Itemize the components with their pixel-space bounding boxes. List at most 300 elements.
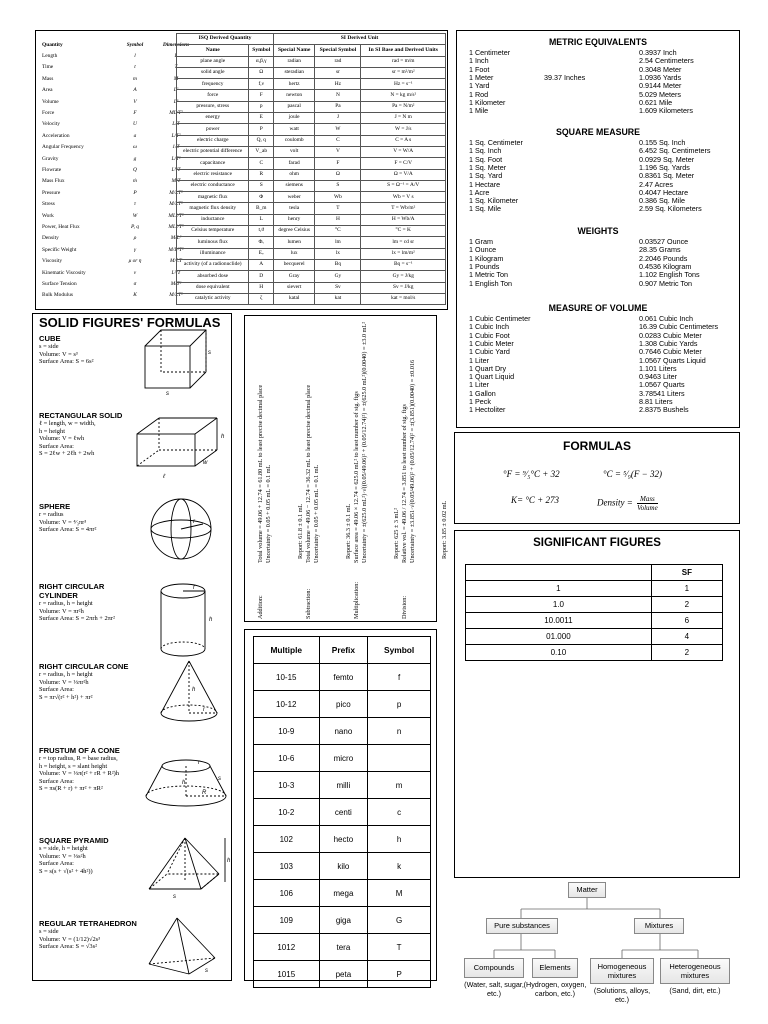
sigfig-row xyxy=(466,581,723,597)
quantity-cell: M/LT² xyxy=(169,292,183,299)
quantity-cell: L³/T xyxy=(171,166,181,173)
prefix-cell: 10-6 xyxy=(254,745,320,772)
prefix-row xyxy=(254,853,431,880)
metric-cell: 1 Sq. Yard xyxy=(469,171,503,181)
metric-cell: 1 Sq. Centimeter xyxy=(469,138,523,147)
prefix-cell: centi xyxy=(319,799,368,826)
sigfig-title: SIGNIFICANT FIGURES xyxy=(533,537,661,549)
isq-cell: radian xyxy=(274,56,315,67)
metric-cell: 16.39 Cubic Centimeters xyxy=(639,322,719,332)
measurement-body xyxy=(353,319,369,619)
solid-figure-formula: r = radius, h = height xyxy=(39,600,93,607)
solid-figures-title: SOLID FIGURES' FORMULAS xyxy=(39,315,221,330)
prefix-cell: m xyxy=(368,772,431,799)
solid-figure-name: RIGHT CIRCULAR CYLINDER xyxy=(39,582,105,600)
prefix-row xyxy=(254,880,431,907)
solid-figure-formula: Surface Area: S = √3s² xyxy=(39,943,98,950)
solid-figure-formula: Volume: V = ⁴⁄₃πr³ xyxy=(39,518,87,526)
fahrenheit-formula: °F = ⁹⁄₅°C + 32 xyxy=(503,469,560,479)
measurement-operation: Subtraction: xyxy=(305,588,312,619)
metric-cell: 2.47 Acres xyxy=(639,179,673,189)
metric-cell: 1 Meter xyxy=(469,72,494,82)
prefix-cell: kilo xyxy=(319,853,368,880)
prefix-row xyxy=(254,826,431,853)
metric-equivalents-panel xyxy=(456,30,740,428)
metric-cell: 2.59 Sq. Kilometers xyxy=(639,204,702,214)
prefix-cell: T xyxy=(368,934,431,961)
prefix-cell: 1012 xyxy=(254,934,320,961)
quantity-cell: ML²/T² xyxy=(168,212,184,219)
isq-cell: Gray xyxy=(274,271,315,282)
isq-cell: katal xyxy=(274,293,315,304)
isq-cell: E xyxy=(249,113,274,124)
measurement-line: Relative vol. = 49.06 / 12.74 = 3.851 to least number of sig. figs xyxy=(401,404,408,563)
svg-text:r: r xyxy=(203,707,205,713)
metric-cell: 0.0929 Sq. Meter xyxy=(639,154,695,164)
pyramid-drawing xyxy=(141,834,231,904)
density-formula xyxy=(597,495,658,512)
metric-cell: 1.102 English Tons xyxy=(639,270,700,280)
quantity-cell: M/LT² xyxy=(169,189,183,196)
metric-cell: 1 Acre xyxy=(469,187,490,197)
metric-cell: 1.101 Liters xyxy=(639,363,677,373)
solid-figure-name: CUBE xyxy=(39,334,61,343)
measurement-line: Uncertainty = 0.05 + 0.05 mL = 0.1 mL xyxy=(313,464,320,563)
measurement-line: Total volume = 49.06 + 12.74 = 61.80 mL to least precise decimal place xyxy=(257,384,264,563)
isq-cell: P xyxy=(249,124,274,135)
isq-cell: Wb = V s xyxy=(361,192,446,203)
metric-cell: 1 Foot xyxy=(469,64,490,74)
metric-cell: 1 Pounds xyxy=(469,261,500,271)
prefix-row xyxy=(254,934,431,961)
metric-cell: 0.386 Sq. Mile xyxy=(639,196,685,206)
solid-figure-name: RECTANGULAR SOLID xyxy=(39,411,123,420)
quantity-cell: Angular Frequency xyxy=(42,144,84,151)
isq-row xyxy=(177,158,446,169)
isq-cell: farad xyxy=(274,158,315,169)
metric-prefix-table xyxy=(253,636,431,988)
isq-cell: illuminance xyxy=(177,248,249,259)
isq-cell: inductance xyxy=(177,214,249,225)
prefix-cell: micro xyxy=(319,745,368,772)
metric-cell: 0.9463 Liter xyxy=(639,372,677,382)
solid-figure-formula: Volume: V = (1/12)√2s³ xyxy=(39,935,101,943)
isq-cell: F xyxy=(249,90,274,101)
metric-cell: 1 Sq. Foot xyxy=(469,154,503,164)
svg-text:r: r xyxy=(198,760,200,766)
quantity-header-cell: Quantity xyxy=(42,41,63,48)
svg-text:h: h xyxy=(227,858,231,864)
quantity-cell: g xyxy=(133,155,137,162)
solid-figure-formula: S = s(s + √(s² + 4h²)) xyxy=(39,867,93,875)
metric-cell: 0.3937 Inch xyxy=(639,48,677,57)
metric-cell: 1 Hectare xyxy=(469,179,501,189)
isq-cell: Bq = s⁻¹ xyxy=(361,259,446,270)
sigfig-cell: 1 xyxy=(651,581,722,597)
metric-cell: 0.9144 Meter xyxy=(639,81,682,91)
isq-cell: L xyxy=(249,214,274,225)
svg-text:s: s xyxy=(166,391,169,396)
measurement-line: Uncertainty = 0.05 + 0.05 mL = 0.1 mL xyxy=(265,464,272,563)
isq-cell: S xyxy=(315,180,361,191)
metric-cell: 1 Ounce xyxy=(469,245,497,255)
tetrahedron-drawing xyxy=(143,914,223,979)
isq-cell: °C = K xyxy=(361,226,446,237)
isq-row xyxy=(177,271,446,282)
prefix-cell: M xyxy=(368,880,431,907)
prefix-cell: P xyxy=(368,961,431,988)
isq-header-cell: Name xyxy=(177,45,249,56)
isq-row xyxy=(177,79,446,90)
isq-cell: watt xyxy=(274,124,315,135)
metric-cell: 6.452 Sq. Centimeters xyxy=(639,146,711,156)
isq-cell: lumen xyxy=(274,237,315,248)
metric-cell: 1 Gallon xyxy=(469,388,496,398)
sigfig-cell: 0.10 xyxy=(466,645,652,661)
prefix-cell: f xyxy=(368,664,431,691)
quantity-cell: A xyxy=(133,87,137,94)
quantity-cell: ν xyxy=(133,269,137,276)
metric-cell: 1 Quart Liquid xyxy=(469,372,515,382)
quantity-cell: Work xyxy=(42,212,54,219)
isq-cell: Ω = V/A xyxy=(361,169,446,180)
quantity-cell: M/LT² xyxy=(169,201,183,208)
svg-text:r: r xyxy=(193,585,195,591)
prefix-cell xyxy=(368,745,431,772)
isq-group-header: ISQ Derived Quantity xyxy=(177,34,274,45)
metric-cell: 1 Gram xyxy=(469,237,493,246)
prefix-cell: p xyxy=(368,691,431,718)
isq-cell: f,ν xyxy=(249,79,274,90)
matter-classification-diagram xyxy=(458,880,743,1020)
quantity-cell: L xyxy=(174,53,178,60)
svg-text:w: w xyxy=(203,460,208,466)
prefix-cell: 10-15 xyxy=(254,664,320,691)
metric-cell: 0.4047 Hectare xyxy=(639,187,689,197)
isq-cell: tesla xyxy=(274,203,315,214)
prefix-cell: tera xyxy=(319,934,368,961)
isq-cell: force xyxy=(177,90,249,101)
quantity-cell: M/T² xyxy=(170,280,182,287)
metric-cell: 1 Sq. Mile xyxy=(469,204,501,214)
metric-cell: 1 Cubic Foot xyxy=(469,330,510,340)
quantity-cell: μ or η xyxy=(128,258,142,265)
isq-cell: steradian xyxy=(274,67,315,78)
solid-figure-name: SQUARE PYRAMID xyxy=(39,836,109,845)
measurement-line: Uncertainty = ±(625.0 mL²)·√((0.05/49.06)² + (0.05/12.74)²) = ±(625.0 mL²)(0.0040) = ±3.0 mL² xyxy=(361,321,368,563)
isq-cell: H xyxy=(315,214,361,225)
prefix-cell: h xyxy=(368,826,431,853)
elements-examples: (Hydrogen, oxygen, carbon, etc.) xyxy=(523,980,587,998)
solid-figures-panel xyxy=(32,313,232,981)
isq-cell: electric potential difference xyxy=(177,146,249,157)
solid-figure-formula: r = top radius, R = base radius, xyxy=(39,755,118,762)
metric-cell: 0.7646 Cubic Meter xyxy=(639,347,702,357)
isq-cell: Bq xyxy=(315,259,361,270)
isq-cell: activity (of a radionuclide) xyxy=(177,259,249,270)
isq-cell: S xyxy=(249,180,274,191)
solid-figure-formula: h = height, s = slant height xyxy=(39,762,108,770)
prefix-cell: 10-2 xyxy=(254,799,320,826)
measurement-body xyxy=(257,319,273,619)
quantity-cell: P, q xyxy=(131,223,139,230)
isq-cell: lx = lm/m² xyxy=(361,248,446,259)
metric-cell: 2.2046 Pounds xyxy=(639,253,688,263)
measurement-report: Report: 625 ± 3 mL² xyxy=(393,508,400,559)
quantity-cell: Mass Flux xyxy=(42,178,65,185)
isq-cell: °C xyxy=(315,226,361,237)
isq-cell: lux xyxy=(274,248,315,259)
measurement-section xyxy=(345,319,369,619)
quantity-cell: L² xyxy=(173,87,179,94)
metric-cell: 28.35 Grams xyxy=(639,245,681,255)
quantity-cell: Specific Weight xyxy=(42,246,77,253)
quantity-cell: M/LT xyxy=(170,258,182,265)
solid-figure-formula: Surface Area: S = 2πrh + 2πr² xyxy=(39,615,115,622)
solid-figure-formula: Volume: V = πr²h xyxy=(39,607,84,615)
sphere-drawing xyxy=(143,494,223,564)
isq-cell: rad = m/m xyxy=(361,56,446,67)
isq-row xyxy=(177,259,446,270)
prefix-cell: 106 xyxy=(254,880,320,907)
quantity-cell: Time xyxy=(42,64,54,71)
quantity-cell: L/T xyxy=(172,121,180,128)
quantity-cell: Bulk Modulus xyxy=(42,292,74,299)
isq-cell: Q, q xyxy=(249,135,274,146)
metric-cell: 1.308 Cubic Yards xyxy=(639,338,698,348)
isq-cell: lx xyxy=(315,248,361,259)
sigfig-row xyxy=(466,597,723,613)
isq-cell: henry xyxy=(274,214,315,225)
isq-cell: energy xyxy=(177,113,249,124)
metric-cell: 0.03527 Ounce xyxy=(639,237,689,246)
isq-cell: Φᵥ xyxy=(249,237,274,248)
solid-figure-formula: Surface Area: S = 4πr² xyxy=(39,526,97,533)
metric-cell: 1 Metric Ton xyxy=(469,270,509,280)
isq-cell: newton xyxy=(274,90,315,101)
isq-header-cell: In SI Base and Derived Units xyxy=(361,45,446,56)
isq-row xyxy=(177,282,446,293)
density-lhs: Density = xyxy=(597,497,633,508)
isq-cell: electric conductance xyxy=(177,180,249,191)
isq-row xyxy=(177,180,446,191)
svg-text:s: s xyxy=(205,968,208,974)
svg-text:ℓ: ℓ xyxy=(163,474,165,480)
prefix-cell: G xyxy=(368,907,431,934)
quantity-cell: ω xyxy=(133,144,137,151)
isq-cell: C = A s xyxy=(361,135,446,146)
isq-cell: electric charge xyxy=(177,135,249,146)
quantity-cell: Volume xyxy=(42,98,59,105)
svg-text:h: h xyxy=(192,687,196,693)
solid-figure-formula: Volume: V = s³ xyxy=(39,350,78,358)
isq-cell: degree Celsius xyxy=(274,226,315,237)
isq-cell: J xyxy=(315,113,361,124)
quantity-cell: Area xyxy=(42,87,53,94)
solid-figure-formula: Surface Area: S = 6s² xyxy=(39,358,94,365)
solid-figure-formula: r = radius, h = height xyxy=(39,671,93,678)
solid-figure-name: REGULAR TETRAHEDRON xyxy=(39,919,137,928)
prefix-row xyxy=(254,718,431,745)
isq-cell: magnetic flux density xyxy=(177,203,249,214)
metric-cell: 3.78541 Liters xyxy=(639,388,685,398)
metric-cell: 0.061 Cubic Inch xyxy=(639,314,693,323)
celsius-formula: °C = ⁵⁄₉(F − 32) xyxy=(603,469,663,479)
quantity-cell: ML²/T³ xyxy=(168,223,184,230)
metric-section-title: WEIGHTS xyxy=(577,226,619,236)
homogeneous-node: Homogeneous mixtures xyxy=(590,958,654,984)
isq-cell: absorbed dose xyxy=(177,271,249,282)
measurement-lines xyxy=(401,360,417,563)
isq-cell: H = Wb/A xyxy=(361,214,446,225)
prefix-cell: mega xyxy=(319,880,368,907)
isq-cell: Pa xyxy=(315,101,361,112)
metric-cell: 1 Hectoliter xyxy=(469,405,506,415)
isq-row xyxy=(177,113,446,124)
isq-cell: N = kg m/s² xyxy=(361,90,446,101)
isq-cell: magnetic flux xyxy=(177,192,249,203)
isq-cell: α,β,γ xyxy=(249,56,274,67)
isq-cell: Eᵥ xyxy=(249,248,274,259)
solid-figure-formula: Surface Area: xyxy=(39,686,74,693)
solid-figure-name: RIGHT CIRCULAR CONE xyxy=(39,662,129,671)
metric-section-title: METRIC EQUIVALENTS xyxy=(548,37,648,47)
measurement-line: Total volume = 49.06 − 12.74 = 36.32 mL to least precise decimal place xyxy=(305,384,312,563)
metric-cell: 1 Cubic Meter xyxy=(469,338,514,348)
units-quantity-panel xyxy=(35,30,448,310)
isq-header-cell: Special Name xyxy=(274,45,315,56)
isq-cell: S = Ω⁻¹ = A/V xyxy=(361,180,446,191)
solid-figure-formula: s = side, h = height xyxy=(39,845,88,852)
metric-cell: 39.37 Inches xyxy=(544,72,586,82)
quantity-cell: Acceleration xyxy=(42,132,70,139)
quantity-cell: a xyxy=(133,132,137,139)
isq-cell: weber xyxy=(274,192,315,203)
isq-cell: C xyxy=(315,135,361,146)
metric-cell: 1.609 Kilometers xyxy=(639,106,693,116)
isq-cell: t,ϑ xyxy=(249,226,274,237)
solid-figure-formula: Volume: V = ⅓π(r² + rR + R²)h xyxy=(39,770,120,777)
isq-row xyxy=(177,67,446,78)
quantity-cell: ML/T² xyxy=(169,110,183,117)
isq-cell: Gy = J/kg xyxy=(361,271,446,282)
density-denominator: Volume xyxy=(637,504,658,512)
pure-substances-node: Pure substances xyxy=(486,918,558,934)
homogeneous-examples: (Solutions, alloys, etc.) xyxy=(593,986,651,1004)
quantity-cell: t xyxy=(134,64,136,71)
measurement-operation: Division: xyxy=(401,595,408,619)
isq-cell: p xyxy=(249,101,274,112)
quantity-cell: M/L³ xyxy=(170,235,182,242)
isq-row xyxy=(177,293,446,304)
metric-cell: 1 Kilometer xyxy=(469,97,506,107)
metric-cell: 1 Sq. Meter xyxy=(469,162,507,172)
prefix-row xyxy=(254,691,431,718)
sigfig-cell: 2 xyxy=(651,597,722,613)
prefix-header-cell: Symbol xyxy=(368,637,431,664)
isq-cell: Φ xyxy=(249,192,274,203)
solid-figure-formula: ℓ = length, w = width, xyxy=(39,420,96,427)
solid-figure-formula: S = πr√(r² + h²) + πr² xyxy=(39,693,93,701)
measurement-final-report: Report: 3.85 ± 0.02 mL xyxy=(441,500,448,559)
svg-text:s: s xyxy=(208,350,211,356)
measurement-body xyxy=(401,319,417,619)
sigfig-header-cell: SF xyxy=(651,565,722,581)
quantity-header-cell: Dimensions xyxy=(162,41,190,48)
prefix-row xyxy=(254,664,431,691)
isq-cell: plane angle xyxy=(177,56,249,67)
quantity-cell: m xyxy=(133,75,137,82)
quantity-cell: Length xyxy=(42,53,58,60)
isq-row xyxy=(177,226,446,237)
solid-figure-formula: Volume: V = ⅓s²h xyxy=(39,852,86,860)
quantity-cell: Stress xyxy=(42,201,55,208)
quantity-cell: Power, Heat Flux xyxy=(42,223,80,230)
isq-cell: sievert xyxy=(274,282,315,293)
sigfig-cell: 4 xyxy=(651,629,722,645)
quantity-cell: Gravity xyxy=(42,155,59,162)
quantity-cell: U xyxy=(133,121,137,128)
sigfig-cell: 10.0011 xyxy=(466,613,652,629)
heterogeneous-node: Heterogeneous mixtures xyxy=(660,958,730,984)
isq-cell: F = C/V xyxy=(361,158,446,169)
measurement-lines xyxy=(305,385,321,563)
quantity-cell: γ xyxy=(133,246,137,253)
isq-row xyxy=(177,90,446,101)
isq-cell: power xyxy=(177,124,249,135)
metric-cell: 1.196 Sq. Yards xyxy=(639,162,690,172)
quantity-cell: ρ xyxy=(133,235,137,242)
measurement-report: Report: 36.3 ± 0.1 mL xyxy=(345,503,352,559)
isq-row xyxy=(177,203,446,214)
isq-cell: catalytic activity xyxy=(177,293,249,304)
isq-cell: becquerel xyxy=(274,259,315,270)
prefix-row xyxy=(254,907,431,934)
metric-cell: 1 Inch xyxy=(469,56,489,66)
isq-cell: H xyxy=(249,282,274,293)
isq-cell: Gy xyxy=(315,271,361,282)
prefix-row xyxy=(254,772,431,799)
isq-cell: coulomb xyxy=(274,135,315,146)
isq-row xyxy=(177,214,446,225)
quantity-cell: τ xyxy=(134,201,136,208)
measurement-lines xyxy=(257,385,273,563)
metric-cell: 1 Cubic Yard xyxy=(469,347,510,357)
isq-cell: T = Wb/m² xyxy=(361,203,446,214)
metric-cell: 1.0936 Yards xyxy=(639,72,682,82)
metric-cell: 1 Sq. Kilometer xyxy=(469,196,519,206)
quantity-cell: L/T² xyxy=(171,155,181,162)
quantity-cell: L/T² xyxy=(171,132,181,139)
prefix-cell: nano xyxy=(319,718,368,745)
matter-node: Matter xyxy=(568,882,606,898)
prefix-header-cell: Multiple xyxy=(254,637,320,664)
isq-cell: kat = mol/s xyxy=(361,293,446,304)
quantity-cell: σ xyxy=(133,280,137,287)
prefix-cell: c xyxy=(368,799,431,826)
quantity-cell: F xyxy=(133,110,137,117)
prefix-cell: 10-9 xyxy=(254,718,320,745)
prefix-cell: 102 xyxy=(254,826,320,853)
elements-node: Elements xyxy=(532,958,578,978)
metric-cell: 1 Cubic Centimeter xyxy=(469,314,531,323)
isq-cell: Pa = N/m² xyxy=(361,101,446,112)
prefix-cell: 103 xyxy=(254,853,320,880)
quantity-cell: M xyxy=(173,75,179,82)
solid-figure-formula: Surface Area: xyxy=(39,777,74,785)
prefix-cell: femto xyxy=(319,664,368,691)
metric-cell: 1 Liter xyxy=(469,355,489,365)
